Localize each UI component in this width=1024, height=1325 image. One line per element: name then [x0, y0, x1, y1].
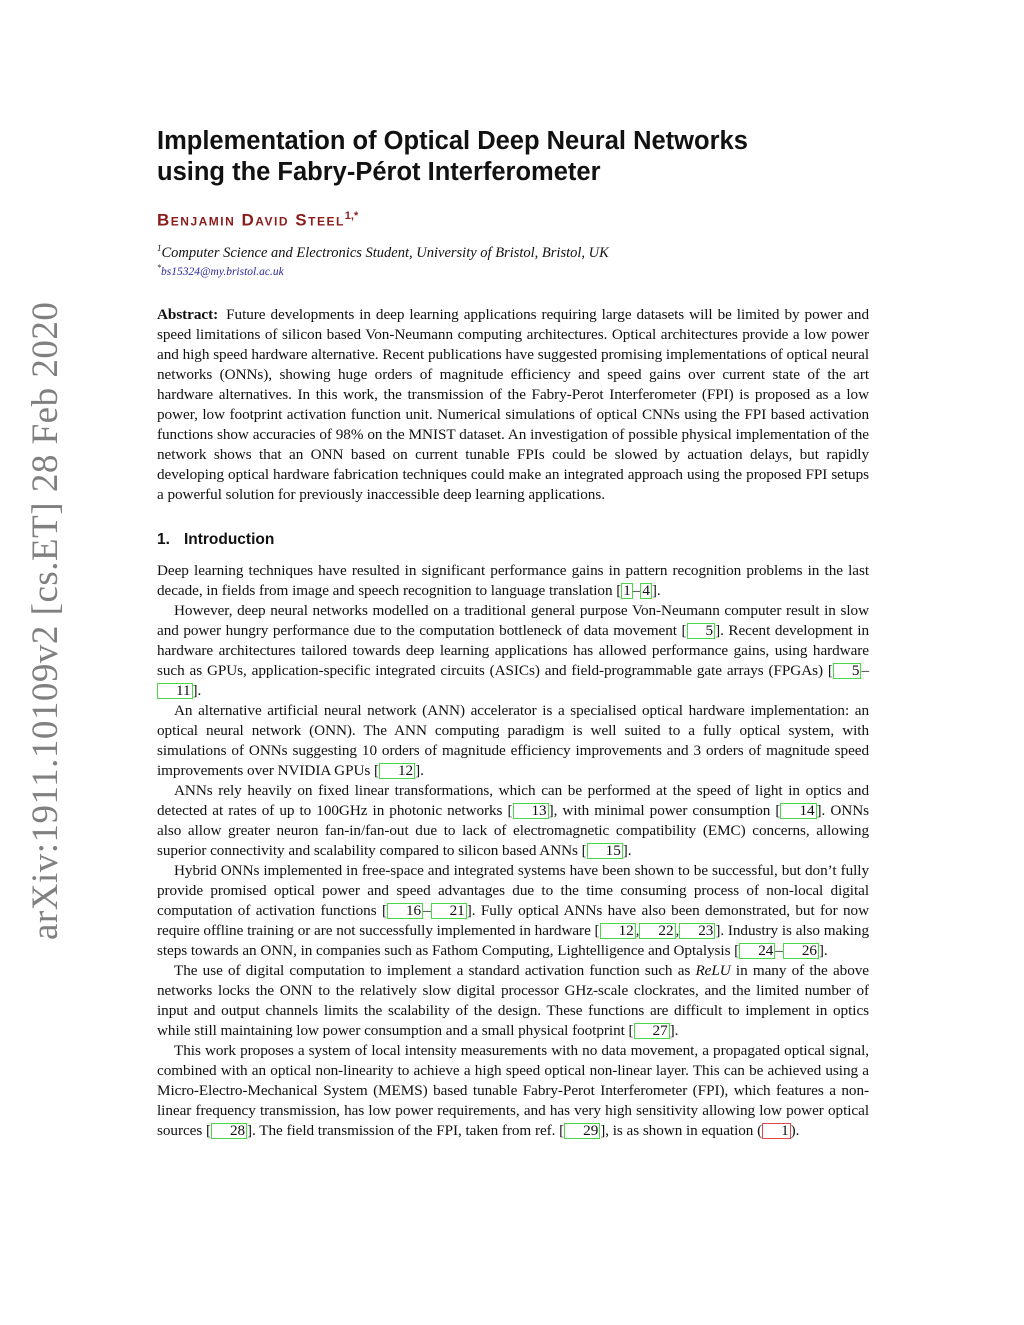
citation-link[interactable]: 11 [157, 683, 193, 699]
paper-content [157, 126, 869, 1141]
paragraph: Deep learning techniques have resulted in significant performance gains in pattern recognition problems in the last decade, in fields from image and speech recognition to language translation [ 1 – 4 ]. [157, 562, 869, 600]
citation-link[interactable]: 27 [634, 1023, 670, 1039]
affiliation-text: Computer Science and Electronics Student, University of Bristol, Bristol, UK [161, 244, 609, 261]
paragraph: An alternative artificial neural network (ANN) accelerator is a specialised optical hardware implementation: an optical neural network (ONN). The ANN computing paradigm is well suited to a fully optical system, with simulations of ONNs suggesting 10 orders of magnitude efficiency improvements and 3 orders of magnitude speed improvements over NVIDIA GPUs [ 12 ]. [157, 702, 869, 780]
citation-link[interactable]: 23 [679, 923, 715, 939]
title-line-2: using the Fabry-Pérot Interferometer [157, 158, 601, 186]
citation-link[interactable]: 28 [211, 1123, 247, 1139]
citation-link[interactable]: 22 [639, 923, 675, 939]
section-title: Introduction [183, 531, 275, 549]
citation-link[interactable]: 29 [564, 1123, 600, 1139]
equation-link[interactable]: 1 [762, 1123, 791, 1139]
paragraph: Hybrid ONNs implemented in free-space and integrated systems have been shown to be successful, but don’t fully provide promised optical power and speed advantages due to the time consuming process of non-local digital computation of activation functions [ 16 – 21 ]. Fully optical ANNs have also been demonstrated, but for now require offline training or are not successfully implemented in hardware [ 12 , 22 , 23 ]. Industry is also making steps towards an ONN, in companies such as Fathom Computing, Lightelligence and Optalysis [ 24 – 26 ]. [157, 862, 870, 960]
email-link[interactable]: bs15324@my.bristol.ac.uk [161, 266, 284, 279]
citation-link[interactable]: 15 [587, 843, 623, 859]
citation-link[interactable]: 4 [642, 582, 650, 600]
citation-link[interactable]: 5 [687, 623, 716, 639]
citation-link[interactable]: 5 [833, 663, 862, 679]
paper-title [157, 126, 869, 188]
arxiv-identifier-stamp: arXiv:1911.10109v2 [cs.ET] 28 Feb 2020 [25, 301, 66, 940]
section-number: 1. [157, 531, 170, 549]
title-line-1: Implementation of Optical Deep Neural Networks [157, 127, 748, 155]
citation-link[interactable]: 14 [780, 803, 816, 819]
abstract-text: Future developments in deep learning applications requiring large datasets will be limited by power and speed limitations of silicon based Von-Neumann computing architectures. Optical architectures provide a low power and high speed hardware alternative. Recent publications have suggested promising implementations of optical neural networks (ONNs), showing huge orders of magnitude efficiency and speed gains over current state of the art hardware alternatives. In this work, the transmission of the Fabry-Perot Interferometer (FPI) is proposed as a low power, low footprint activation function unit. Numerical simulations of optical CNNs using the FPI based activation functions show accuracies of 98% on the MNIST dataset. An investigation of possible physical implementation of the network shows that an ONN based on current tunable FPIs could be slowed by actuation delays, but rapidly developing optical hardware fabrication techniques could make an integrated approach using the proposed FPI setups a powerful solution for previously inaccessible deep learning applications. [157, 306, 869, 504]
citation-link[interactable]: 21 [431, 903, 467, 919]
citation-link[interactable]: 12 [600, 923, 636, 939]
citation-link[interactable]: 24 [739, 943, 775, 959]
emphasis-relu: ReLU [695, 962, 731, 980]
paragraph: The use of digital computation to implement a standard activation function such as ReLU in many of the above networks locks the ONN to the relatively slow digital processor GHz-scale clockrates, and the limited number of input and output channels limits the scalability of the design. These functions are difficult to implement in optics while still maintaining low power consumption and a small physical footprint [ 27 ]. [157, 962, 869, 1040]
author-email [157, 261, 869, 279]
paragraph: This work proposes a system of local intensity measurements with no data movement, a propagated optical signal, combined with an optical non-linearity to achieve a high speed optical non-linear layer. This can be achieved using a Micro-Electro-Mechanical System (MEMS) based tunable Fabry-Perot Interferometer (FPI), which features a non-linear frequency transmission, has low power requirements, and has very high sensitivity allowing low power optical sources [ 28 ]. The field transmission of the FPI, taken from ref. [ 29 ], is as shown in equation ( 1 ). [157, 1042, 869, 1140]
citation-link[interactable]: 13 [513, 803, 549, 819]
affiliation [157, 240, 869, 262]
paragraph: However, deep neural networks modelled on a traditional general purpose Von-Neumann computer result in slow and power hungry performance due to the computation bottleneck of data movement [ 5 ]. Recent development in hardware architectures tailored towards deep learning applications has allowed performance gains, using hardware such as GPUs, application-specific integrated circuits (ASICs) and field-programmable gate arrays (FPGAs) [ 5 –11 ]. [157, 602, 869, 700]
citation-link[interactable]: 26 [783, 943, 819, 959]
citation-link[interactable]: 16 [387, 903, 423, 919]
affiliation-superscript: 1 [157, 242, 162, 253]
author-line [157, 210, 869, 231]
section-body [157, 561, 869, 1141]
email-superscript: * [157, 263, 161, 273]
abstract [157, 305, 869, 505]
author-name: Benjamin David Steel [157, 210, 345, 230]
section-heading [157, 531, 869, 549]
abstract-label: Abstract: [157, 306, 219, 324]
citation-link[interactable]: 12 [379, 763, 415, 779]
author-superscript: 1,* [344, 210, 359, 222]
paragraph: ANNs rely heavily on fixed linear transformations, which can be performed at the speed of light in optics and detected at rates of up to 100GHz in photonic networks [ 13 ], with minimal power consumption [ 14 ]. ONNs also allow greater neuron fan-in/fan-out due to lack of electromagnetic compatibility (EMC) concerns, allowing superior connectivity and scalability compared to silicon based ANNs [ 15 ]. [157, 782, 869, 860]
citation-link[interactable]: 1 [623, 582, 631, 600]
